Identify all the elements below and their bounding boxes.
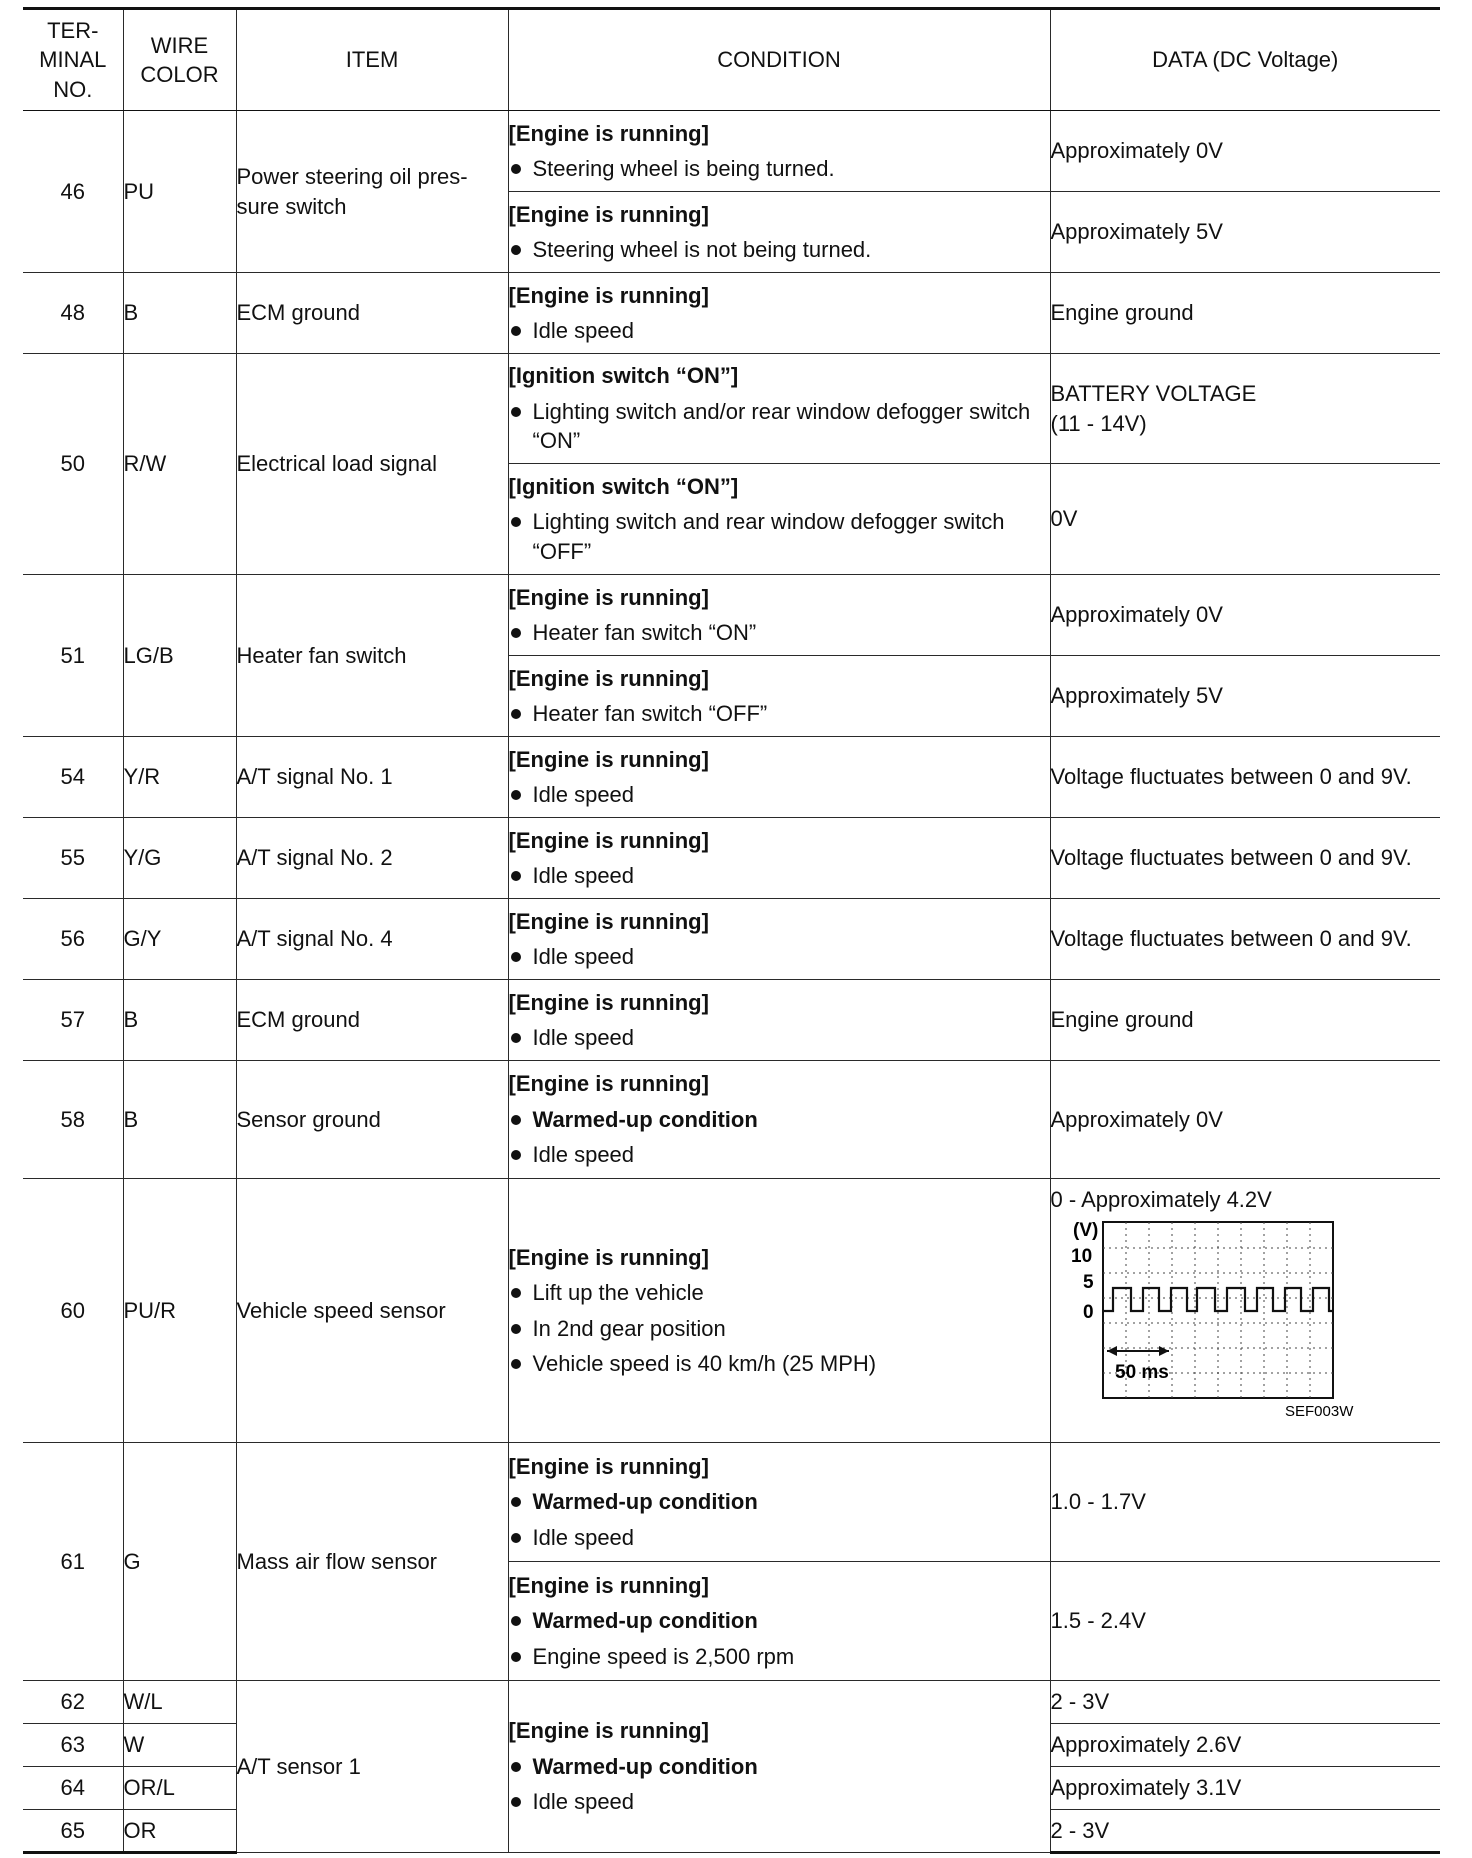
data-value: Voltage fluctuates between 0 and 9V. (1050, 737, 1440, 818)
condition-bullet: Lift up the vehicle (509, 1278, 1050, 1307)
waveform-unit-label: (V) (1072, 1220, 1098, 1242)
data-value: Approximately 3.1V (1050, 1767, 1440, 1810)
table-row (23, 1061, 1440, 1179)
condition-bullet: Idle speed (509, 1523, 1050, 1552)
item-name: ECM ground (236, 273, 508, 354)
waveform-y-label-5: 5 (1082, 1272, 1094, 1294)
item-name: A/T sensor 1 (236, 1681, 508, 1853)
item-name: Mass air flow sensor (236, 1443, 508, 1681)
condition-head: [Engine is running] (508, 1718, 709, 1744)
table-row (23, 899, 1440, 980)
condition-head: [Ignition switch “ON”] (508, 363, 739, 389)
condition-head: [Engine is running] (508, 282, 709, 308)
table-row (23, 737, 1440, 818)
table-row (23, 575, 1440, 656)
terminal-no: 57 (23, 980, 123, 1061)
data-value: 1.5 - 2.4V (1050, 1562, 1440, 1681)
data-value: 2 - 3V (1050, 1681, 1440, 1724)
data-value: BATTERY VOLTAGE (11 - 14V) (1050, 354, 1440, 464)
condition-bullet: Idle speed (509, 1023, 1050, 1052)
terminal-no: 61 (23, 1443, 123, 1681)
header-row (23, 9, 1440, 111)
header-data: DATA (DC Voltage) (1050, 9, 1440, 111)
condition (508, 818, 1050, 899)
condition-bullet: Steering wheel is not being turned. (509, 235, 1050, 264)
condition-bullet: Warmed-up condition (509, 1752, 1050, 1781)
condition-bullet: Heater fan switch “OFF” (509, 699, 1050, 728)
terminal-no: 48 (23, 273, 123, 354)
waveform-svg (1051, 1218, 1371, 1418)
table-row (23, 354, 1440, 464)
table-row (23, 1179, 1440, 1443)
condition-head: [Engine is running] (508, 746, 709, 772)
terminal-no: 64 (23, 1767, 123, 1810)
condition (508, 111, 1050, 192)
data-value: 2 - 3V (1050, 1810, 1440, 1853)
terminal-no: 65 (23, 1810, 123, 1853)
condition (508, 1179, 1050, 1443)
condition-bullet: Lighting switch and rear window defogger switch “OFF” (509, 507, 1050, 566)
header-wire-color: WIRE COLOR (123, 9, 236, 111)
condition-bullet: Idle speed (509, 780, 1050, 809)
condition (508, 899, 1050, 980)
data-value: Engine ground (1050, 980, 1440, 1061)
wire-color: R/W (123, 354, 236, 575)
terminal-no: 56 (23, 899, 123, 980)
table-row (23, 111, 1440, 192)
condition-bullet: Idle speed (509, 861, 1050, 890)
wire-color: W/L (123, 1681, 236, 1724)
waveform-figure (1051, 1218, 1371, 1418)
condition (508, 980, 1050, 1061)
wire-color: B (123, 273, 236, 354)
wire-color: G (123, 1443, 236, 1681)
table-row (23, 273, 1440, 354)
terminal-no: 63 (23, 1724, 123, 1767)
condition-head: [Engine is running] (508, 120, 709, 146)
item-name: Vehicle speed sensor (236, 1179, 508, 1443)
header-terminal: TER- MINAL NO. (23, 9, 123, 111)
data-value: Approximately 2.6V (1050, 1724, 1440, 1767)
condition-bullet: In 2nd gear position (509, 1314, 1050, 1343)
condition (508, 656, 1050, 737)
wire-color: LG/B (123, 575, 236, 737)
data-value: 1.0 - 1.7V (1050, 1443, 1440, 1562)
header-item: ITEM (236, 9, 508, 111)
condition-head: [Engine is running] (508, 665, 709, 691)
terminal-no: 50 (23, 354, 123, 575)
data-value: Approximately 5V (1050, 192, 1440, 273)
data-value: Approximately 0V (1050, 111, 1440, 192)
data-value: Voltage fluctuates between 0 and 9V. (1050, 899, 1440, 980)
table-row (23, 980, 1440, 1061)
condition-bullet: Warmed-up condition (509, 1105, 1050, 1134)
data-value: Voltage fluctuates between 0 and 9V. (1050, 818, 1440, 899)
item-name: ECM ground (236, 980, 508, 1061)
waveform-y-label-0: 0 (1082, 1302, 1094, 1324)
waveform-arrow-left (1107, 1346, 1117, 1356)
waveform-time-label: 50 ms (1114, 1362, 1169, 1384)
condition (508, 575, 1050, 656)
item-name: Power steering oil pres- sure switch (236, 111, 508, 273)
condition (508, 1061, 1050, 1179)
condition-bullet: Heater fan switch “ON” (509, 618, 1050, 647)
data-value: Approximately 5V (1050, 656, 1440, 737)
condition-bullet: Idle speed (509, 1787, 1050, 1816)
condition (508, 737, 1050, 818)
condition-head: [Engine is running] (508, 201, 709, 227)
condition-bullet: Warmed-up condition (509, 1606, 1050, 1635)
condition-bullet: Steering wheel is being turned. (509, 154, 1050, 183)
item-name: Sensor ground (236, 1061, 508, 1179)
condition-bullet: Vehicle speed is 40 km/h (25 MPH) (509, 1349, 1050, 1378)
condition-bullet: Idle speed (509, 942, 1050, 971)
wire-color: G/Y (123, 899, 236, 980)
wire-color: B (123, 1061, 236, 1179)
condition-head: [Engine is running] (508, 1244, 709, 1270)
table-row (23, 818, 1440, 899)
item-name: A/T signal No. 4 (236, 899, 508, 980)
wire-color: Y/R (123, 737, 236, 818)
terminal-no: 54 (23, 737, 123, 818)
item-name: Heater fan switch (236, 575, 508, 737)
waveform-y-label-10: 10 (1070, 1246, 1092, 1268)
item-name: A/T signal No. 1 (236, 737, 508, 818)
condition-head: [Engine is running] (508, 584, 709, 610)
data-value: Approximately 0V (1050, 575, 1440, 656)
ecm-terminal-table (23, 7, 1440, 1854)
condition-head: [Ignition switch “ON”] (508, 473, 739, 499)
terminal-no: 62 (23, 1681, 123, 1724)
table-row (23, 1681, 1440, 1724)
wire-color: OR (123, 1810, 236, 1853)
wire-color: PU (123, 111, 236, 273)
condition (508, 1443, 1050, 1562)
terminal-no: 55 (23, 818, 123, 899)
figure-id: SEF003W (1284, 1403, 1353, 1419)
wire-color: PU/R (123, 1179, 236, 1443)
condition-bullet: Warmed-up condition (509, 1487, 1050, 1516)
condition-bullet: Lighting switch and/or rear window defogger switch “ON” (509, 397, 1050, 456)
item-name: A/T signal No. 2 (236, 818, 508, 899)
wire-color: OR/L (123, 1767, 236, 1810)
condition-bullet: Idle speed (509, 1140, 1050, 1169)
condition (508, 464, 1050, 575)
condition (508, 192, 1050, 273)
condition-bullet: Idle speed (509, 316, 1050, 345)
data-value: Engine ground (1050, 273, 1440, 354)
wire-color: W (123, 1724, 236, 1767)
condition-bullet: Engine speed is 2,500 rpm (509, 1642, 1050, 1671)
table-row (23, 1443, 1440, 1562)
condition-head: [Engine is running] (508, 908, 709, 934)
condition (508, 273, 1050, 354)
wire-color: Y/G (123, 818, 236, 899)
condition-head: [Engine is running] (508, 1453, 709, 1479)
terminal-no: 60 (23, 1179, 123, 1443)
terminal-no: 58 (23, 1061, 123, 1179)
terminal-no: 51 (23, 575, 123, 737)
terminal-no: 46 (23, 111, 123, 273)
data-value: Approximately 0V (1050, 1061, 1440, 1179)
condition-head: [Engine is running] (508, 827, 709, 853)
item-name: Electrical load signal (236, 354, 508, 575)
wire-color: B (123, 980, 236, 1061)
condition (508, 1562, 1050, 1681)
header-condition: CONDITION (508, 9, 1050, 111)
data-value (1050, 1179, 1440, 1443)
condition (508, 1681, 1050, 1853)
condition-head: [Engine is running] (508, 1071, 709, 1097)
data-value-text: 0 - Approximately 4.2V (1050, 1187, 1272, 1212)
condition (508, 354, 1050, 464)
condition-head: [Engine is running] (508, 1572, 709, 1598)
condition-head: [Engine is running] (508, 989, 709, 1015)
data-value: 0V (1050, 464, 1440, 575)
